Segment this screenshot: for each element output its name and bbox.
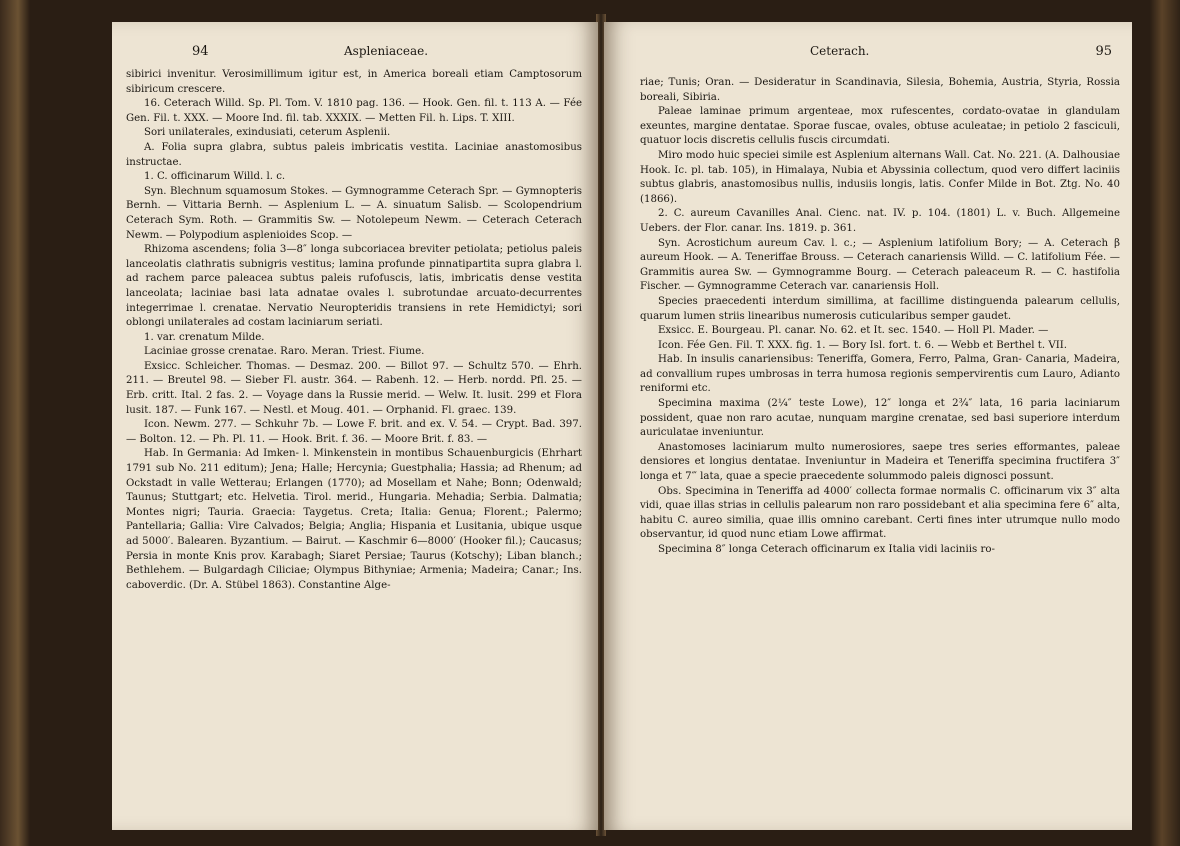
paragraph: riae; Tunis; Oran. — Desideratur in Scandinavia, Silesia, Bohemia, Austria, Styria, Rossia boreali, Sibiria. xyxy=(640,77,1120,103)
left-page xyxy=(112,22,598,830)
page-number: 95 xyxy=(1095,44,1112,59)
paragraph: Obs. Specimina in Teneriffa ad 4000′ collecta formae normalis C. officinarum vix 3″ alta vidi, quae illas strias in cellulis palearum non raro possidebant et alia specimina fere 6″ alta, habitu C. aureo similia, quae illis omnino carebant. Certi fines inter utrumque nullo modo observantur, id quod nunc etiam Lowe affirmat. xyxy=(640,485,1120,541)
paragraph: Laciniae grosse crenatae. Raro. Meran. Triest. Fiume. xyxy=(144,346,425,358)
paragraph: Syn. Acrostichum aureum Cav. l. c.; — Asplenium latifolium Bory; — A. Ceterach β aureum Hook. — A. Teneriffae Brouss. — Ceterach canariensis Willd. — C. latifolium Fée. — Grammitis aurea Sw. — Gymnogramme Bourg. — Ceterach paleaceum R. — C. hastifolia Fischer. — Gymnogramme Ceterach var. canariensis Holl. xyxy=(640,237,1120,293)
running-head: Ceterach. xyxy=(810,44,870,58)
paragraph: Species praecedenti interdum simillima, at facillime distinguenda palearum cellulis, quarum lumen striis linearibus numerosis cuticularibus semper gaudet. xyxy=(640,295,1120,322)
paragraph: Miro modo huic speciei simile est Asplenium alternans Wall. Cat. No. 221. (A. Dalhousiae Hook. Ic. pl. tab. 105), in Himalaya, Nubia et Abyssinia collectum, quod vero differt laciniis subtus glabris, anastomosibus nullis, indusiis longis, latis. Confer Milde in Bot. Ztg. No. 40 (1866). xyxy=(640,149,1120,205)
paragraph: 2. C. aureum Cavanilles Anal. Cienc. nat. IV. p. 104. (1801) L. v. Buch. Allgemeine Uebers. der Flor. canar. Ins. 1819. p. 361. xyxy=(640,208,1120,234)
running-head: Aspleniaceae. xyxy=(344,44,429,58)
paragraph: Hab. In Germania: Ad Imken- l. Minkenstein in montibus Schauenburgicis (Ehrhart 1791 sub No. 211 editum); Jena; Halle; Hercynia; Guestphalia; Hassia; ad Rhenum; ad Ockstadt in valle Wetterau; Erlangen (1770); ad Mosellam et Nahe; Bonn; Odenwald; Taunus; Stuttgart; etc. Helvetia. Tirol. merid., Hungaria. Mehadia; Serbia. Dalmatia; Montes nigri; Tauria. Graecia: Taygetus. Creta; Italia: Genua; Florent.; Palermo; Pantellaria; Gallia: Vire Calvados; Belgia; Anglia; Hispania et Lusitania, ubique usque ad 5000′. Balearen. Byzantium. — Bairut. — Kaschmir 6—8000′ (Hooker fil.); Caucasus; Persia in monte Knis prov. Karabagh; Siaret Persiae; Taurus (Kotschy); Liban blanch.; Bethlehem. — Bulgardagh Ciliciae; Olympus Bithyniae; Armenia; Madeira; Canar.; Ins. caboverdic. (Dr. A. Stübel 1863). Constantine Alge- xyxy=(126,448,582,591)
paragraph: Specimina 8″ longa Ceterach officinarum ex Italia vidi laciniis ro- xyxy=(658,544,995,555)
paragraph: Sori unilaterales, exindusiati, ceterum Asplenii. xyxy=(144,127,391,139)
right-page xyxy=(604,22,1132,830)
right-page-text xyxy=(640,76,1120,558)
page-number: 94 xyxy=(192,44,209,59)
left-page-text xyxy=(126,68,582,593)
paragraph: 16. Ceterach Willd. Sp. Pl. Tom. V. 1810 pag. 136. — Hook. Gen. fil. t. 113 A. — Fée Gen. Fil. t. XXX. — Moore Ind. fil. tab. XXXIX. — Metten Fil. h. Lips. T. XIII. xyxy=(126,98,582,124)
paragraph: Rhizoma ascendens; folia 3—8″ longa subcoriacea breviter petiolata; petiolus paleis lanceolatis clathratis subnigris vestitus; lamina profunde pinnatipartita supra glabra l. ad rachem parce paleacea subtus paleis rufofuscis, latis, imbricatis dense vestita lanceolata; laciniae basi lata adnatae ovales l. subrotundae arcuato-decurrentes integerrimae l. crenatae. Nervatio Neuropteridis transiens in rete Hemidictyi; sori oblongi unilaterales ad costam laciniarum seriati. xyxy=(126,244,582,329)
paragraph: Exsicc. E. Bourgeau. Pl. canar. No. 62. et It. sec. 1540. — Holl Pl. Mader. — xyxy=(658,325,1049,337)
paragraph: 1. C. officinarum Willd. l. c. xyxy=(144,171,286,183)
paragraph: Hab. In insulis canariensibus: Teneriffa, Gomera, Ferro, Palma, Gran- Canaria, Madeira, ad convallium rupes umbrosas in terra humosa regionis sempervirentis cum Lauro, Adianto reniformi etc. xyxy=(640,354,1120,395)
paragraph: Anastomoses laciniarum multo numerosiores, saepe tres series efformantes, paleae densiores et longius dentatae. Inveniuntur in Madeira et Teneriffa specimina fructifera 3″ longa et 7‴ lata, quae a specie praecedente solummodo paleis dignosci possunt. xyxy=(640,441,1120,483)
paragraph: Icon. Fée Gen. Fil. T. XXX. fig. 1. — Bory Isl. fort. t. 6. — Webb et Berthel t. VII. xyxy=(658,339,1068,351)
paragraph: Paleae laminae primum argenteae, mox rufescentes, cordato-ovatae in glandulam exeuntes, margine dentatae. Sporae fuscae, ovales, obtuse aculeatae; in petiolo 2 fasciculi, quatuor locis discretis cellulis fuscis circumdati. xyxy=(640,106,1120,147)
paragraph: A. Folia supra glabra, subtus paleis imbricatis vestita. Laciniae anastomosibus instructae. xyxy=(126,141,582,168)
paragraph: Icon. Newm. 277. — Schkuhr 7b. — Lowe F. brit. and ex. V. 54. — Crypt. Bad. 397. — Bolton. 12. — Ph. Pl. 11. — Hook. Brit. f. 36. — Moore Brit. f. 83. — xyxy=(126,419,582,445)
paragraph: Specimina maxima (2¼″ teste Lowe), 12″ longa et 2¾″ lata, 16 paria laciniarum possident, quae non raro acutae, nunquam margine crenatae, sed basi superiore interdum auriculatae inveniuntur. xyxy=(640,398,1120,439)
paragraph: sibirici invenitur. Verosimillimum igitur est, in America boreali etiam Camptosorum sibiricum crescere. xyxy=(126,69,582,95)
paragraph: 1. var. crenatum Milde. xyxy=(144,331,265,343)
paragraph: Exsicc. Schleicher. Thomas. — Desmaz. 200. — Billot 97. — Schultz 570. — Ehrh. 211. — Breutel 98. — Sieber Fl. austr. 364. — Rabenh. 12. — Herb. nordd. Pfl. 25. — Erb. critt. Ital. 2 fas. 2. — Voyage dans la Russie merid. — Welw. It. lusit. 299 et Flora lusit. 187. — Funk 167. — Nestl. et Moug. 401. — Orphanid. Fl. graec. 139. xyxy=(126,360,582,416)
paragraph: Syn. Blechnum squamosum Stokes. — Gymnogramme Ceterach Spr. — Gymnopteris Bernh. — Vittaria Bernh. — Asplenium L. — A. sinuatum Salisb. — Scolopendrium Ceterach Sym. Roth. — Grammitis Sw. — Notolepeum Newm. — Ceterach Ceterach Newm. — Polypodium asplenioides Scop. — xyxy=(126,185,582,241)
